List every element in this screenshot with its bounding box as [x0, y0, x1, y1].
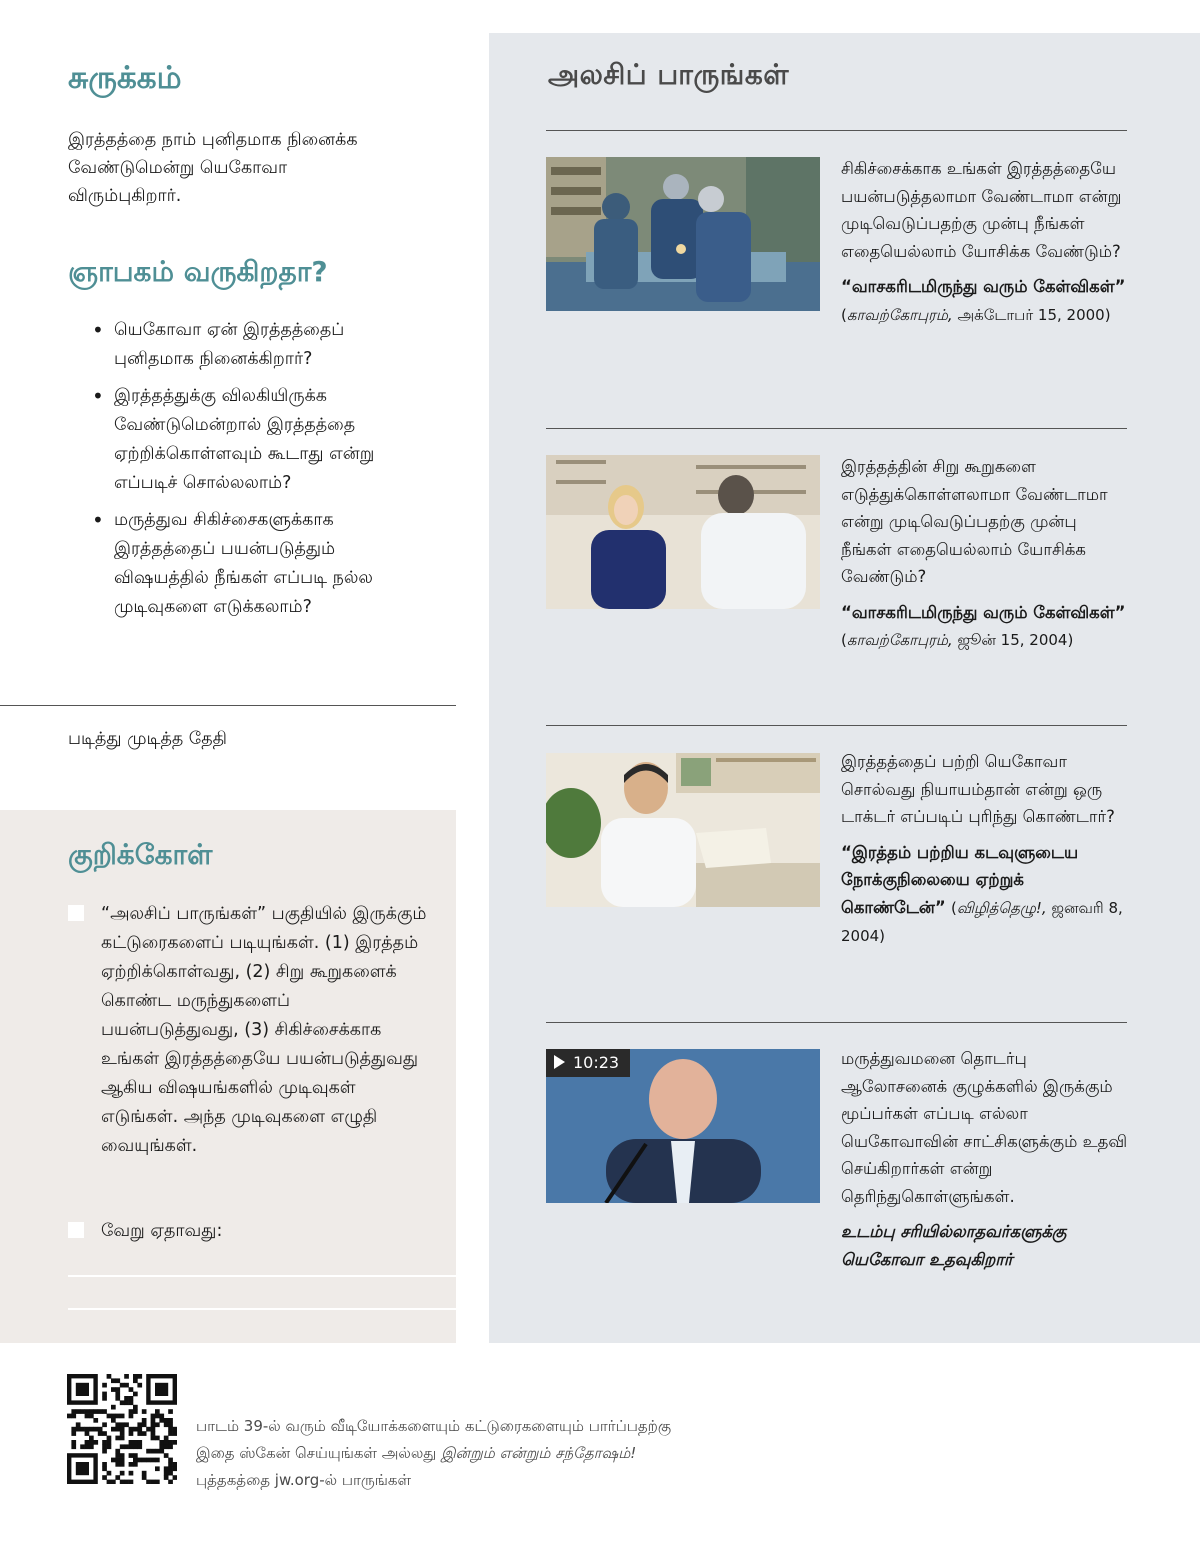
surgery-photo[interactable]: [546, 157, 820, 311]
entry-text: சிகிச்சைக்காக உங்கள் இரத்தத்தையே பயன்படுத்தலாமா வேண்டாமா என்று முடிவெடுப்பதற்கு முன்பு நீங்கள் எதையெல்லாம் யோசிக்க வேண்டும்? “வாசகரிடமிருந்து வரும் கேள்விகள்” (காவற்கோபுரம், அக்டோபர் 15, 2000): [841, 159, 1126, 324]
remember-item: • மருத்துவ சிகிச்சைகளுக்காக இரத்தத்தைப் பயன்படுத்தும் விஷயத்தில் நீங்கள் எப்படி நல்ல முடிவுகளை எடுக்கலாம்?: [92, 508, 373, 617]
footer-text: பாடம் 39-ல் வரும் வீடியோக்களையும் கட்டுரைகளையும் பார்ப்பதற்கு இதை ஸ்கேன் செய்யுங்கள் அல்லது இன்றும் என்றும் சந்தோஷம்! புத்தகத்தை jw.org-ல் பாருங்கள்: [196, 1417, 672, 1489]
entry-divider: [546, 428, 1127, 429]
remember-item: • இரத்தத்துக்கு விலகியிருக்க வேண்டுமென்றால் இரத்தத்தை ஏற்றிக்கொள்ளவும் கூடாது என்று எப்படிச் சொல்லலாம்?: [92, 384, 375, 493]
writing-line[interactable]: [68, 1308, 456, 1310]
writing-line[interactable]: [68, 1275, 456, 1277]
goal-item: “அலசிப் பாருங்கள்” பகுதியில் இருக்கும் கட்டுரைகளைப் படியுங்கள். (1) இரத்தம் ஏற்றிக்கொள்வது, (2) சிறு கூறுகளைக் கொண்ட மருந்துகளைப் பயன்படுத்துவது, (3) சிகிச்சைக்காக உங்கள் இரத்தத்தையே பயன்படுத்துவது ஆகிய விஷயங்களில் முடிவுகள் எடுங்கள். அந்த முடிவுகளை எழுதி வையுங்கள்.: [68, 900, 428, 1161]
bullet-icon: •: [92, 508, 104, 532]
entry-divider: [546, 1022, 1127, 1023]
date-divider: [0, 705, 456, 706]
video-duration-badge: 10:23: [546, 1049, 630, 1077]
entry-text: மருத்துவமனை தொடர்பு ஆலோசனைக் குழுக்களில் இருக்கும் மூப்பர்கள் எப்படி எல்லா யெகோவாவின் சாட்சிகளுக்கும் உதவி செய்கிறார்கள் என்று தெரிந்துகொள்ளுங்கள். உடம்பு சரியில்லாதவர்களுக்கு யெகோவா உதவுகிறார்: [841, 1045, 1131, 1273]
video-thumbnail[interactable]: [546, 1049, 820, 1203]
article-link[interactable]: “வாசகரிடமிருந்து வரும் கேள்விகள்”: [841, 277, 1126, 296]
goal-checkbox[interactable]: [68, 905, 84, 921]
bullet-icon: •: [92, 384, 104, 408]
consultation-image: [546, 455, 820, 609]
entry-divider: [546, 725, 1127, 726]
remember-item: • யெகோவா ஏன் இரத்தத்தைப் புனிதமாக நினைக்கிறார்?: [92, 318, 345, 369]
entry-divider: [546, 130, 1127, 131]
consultation-photo[interactable]: [546, 455, 820, 609]
doctor-image: [546, 753, 820, 907]
summary-text: இரத்தத்தை நாம் புனிதமாக நினைக்க வேண்டுமென்று யெகோவா விரும்புகிறார்.: [68, 130, 358, 206]
entry-text: இரத்தத்தைப் பற்றி யெகோவா சொல்வது நியாயம்தான் என்று ஒரு டாக்டர் எப்படிப் புரிந்து கொண்டார்? “இரத்தம் பற்றிய கடவுளுடைய நோக்குநிலையை ஏற்றுக் கொண்டேன்” (விழித்தெழு!, ஜனவரி 8, 2004): [841, 752, 1123, 945]
remember-heading: ஞாபகம் வருகிறதா?: [68, 255, 328, 288]
dig-deeper-heading: அலசிப் பாருங்கள்: [548, 58, 789, 91]
play-icon: [554, 1055, 565, 1069]
goal-item-other: வேறு ஏதாவது:: [68, 1217, 428, 1246]
qr-code-image: [67, 1374, 177, 1484]
goal-heading: குறிக்கோள்: [68, 838, 213, 871]
bullet-icon: •: [92, 318, 104, 342]
date-completed-label: படித்து முடித்த தேதி: [68, 729, 227, 749]
goal-checkbox[interactable]: [68, 1222, 84, 1238]
qr-code[interactable]: [67, 1374, 177, 1484]
article-link[interactable]: “வாசகரிடமிருந்து வரும் கேள்விகள்”: [841, 602, 1126, 622]
article-link[interactable]: “இரத்தம் பற்றிய கடவுளுடைய நோக்குநிலையை ஏற்றுக் கொண்டேன்”: [841, 842, 1079, 917]
surgery-image: [546, 157, 820, 311]
entry-text: இரத்தத்தின் சிறு கூறுகளை எடுத்துக்கொள்ளலாமா வேண்டாமா என்று முடிவெடுப்பதற்கு முன்பு நீங்கள் எதையெல்லாம் யோசிக்க வேண்டும்? “வாசகரிடமிருந்து வரும் கேள்விகள்” (காவற்கோபுரம், ஜூன் 15, 2004): [841, 457, 1126, 649]
doctor-photo[interactable]: [546, 753, 820, 907]
remember-list: [92, 316, 422, 630]
summary-heading: சுருக்கம்: [68, 60, 182, 96]
video-link[interactable]: உடம்பு சரியில்லாதவர்களுக்கு யெகோவா உதவுகிறார்: [841, 1222, 1067, 1269]
